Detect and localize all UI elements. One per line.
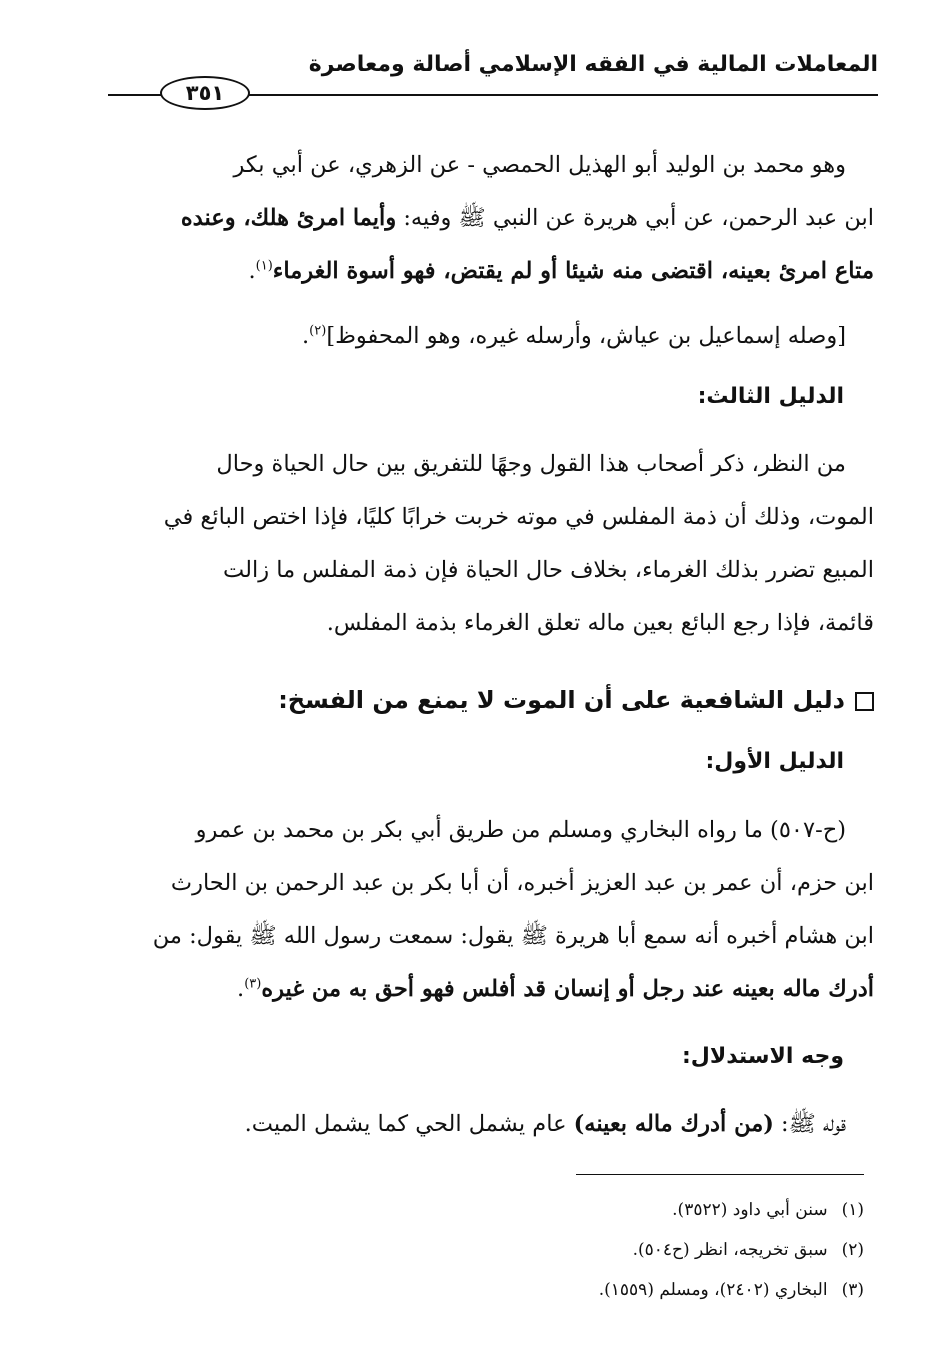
text-line <box>100 1098 874 1151</box>
text-line <box>100 245 874 298</box>
page-number: ٣٥١ <box>160 76 250 110</box>
checkbox-square-icon <box>855 692 874 711</box>
paragraph-inference <box>100 1098 874 1151</box>
footnotes <box>104 1190 864 1310</box>
paragraph-reasoning <box>100 438 874 650</box>
text-span: ابن عبد الرحمن، عن أبي هريرة عن النبي ﷺ وفيه: <box>396 205 874 231</box>
text-line: من النظر، ذكر أصحاب هذا القول وجهًا للتفريق بين حال الحياة وحال <box>216 451 846 477</box>
text-line <box>100 192 874 245</box>
text-line: ابن حزم، أن عمر بن عبد العزيز أخبره، أن أبا بكر بن عبد الرحمن بن الحارث <box>170 870 874 896</box>
text-span: [وصله إسماعيل بن عياش، وأرسله غيره، وهو المحفوظ] <box>326 323 846 349</box>
heading-first-evidence: الدليل الأول: <box>705 749 844 774</box>
text-line <box>100 310 874 363</box>
hadith-text: متاع امرئ بعينه، اقتضى منه شيئا أو لم يقتض، فهو أسوة الغرماء <box>272 258 874 284</box>
text-line: وهو محمد بن الوليد أبو الهذيل الحمصي - عن الزهري، عن أبي بكر <box>233 152 846 178</box>
paragraph-note <box>100 310 874 363</box>
footnote-text: سبق تخريجه، انظر (ح٥٠٤). <box>632 1240 828 1260</box>
heading-inference: وجه الاستدلال: <box>681 1044 844 1069</box>
section-heading-text: دليل الشافعية على أن الموت لا يمنع من الفسخ: <box>278 686 845 714</box>
footnote-ref[interactable]: (٢) <box>309 323 327 339</box>
text-span: عام يشمل الحي كما يشمل الميت. <box>244 1111 574 1137</box>
text-span: . <box>302 323 310 349</box>
text-span: . <box>248 258 256 284</box>
footnote-1 <box>104 1190 864 1230</box>
text-line: ابن هشام أخبره أنه سمع أبا هريرة ﷺ يقول: سمعت رسول الله ﷺ يقول: من <box>152 923 874 949</box>
text-line: المبيع تضرر بذلك الغرماء، بخلاف حال الحياة فإن ذمة المفلس ما زالت <box>223 557 874 583</box>
paragraph-hadith-continuation <box>100 139 874 298</box>
footnote-number: (٣) <box>841 1280 864 1300</box>
text-line: (ح-٥٠٧) ما رواه البخاري ومسلم من طريق أبي بكر بن محمد بن عمرو <box>195 817 846 843</box>
footnote-number: (٢) <box>841 1240 864 1260</box>
hadith-quote: (من أدرك ماله بعينه) <box>573 1111 774 1137</box>
footnote-3 <box>104 1270 864 1310</box>
footnote-text: سنن أبي داود (٣٥٢٢). <box>672 1200 828 1220</box>
footnote-number: (١) <box>841 1200 864 1220</box>
paragraph-hadith-507 <box>100 804 874 1016</box>
footnote-2 <box>104 1230 864 1270</box>
footnote-rule <box>576 1174 864 1175</box>
hadith-text: وأيما امرئ هلك، وعنده <box>180 205 397 231</box>
text-span: . <box>237 976 245 1002</box>
running-title: المعاملات المالية في الفقه الإسلامي أصالة ومعاصرة <box>308 52 878 77</box>
text-line <box>100 963 874 1016</box>
footnote-ref[interactable]: (٣) <box>244 976 262 992</box>
footnote-ref[interactable]: (١) <box>255 258 273 274</box>
text-line: قائمة، فإذا رجع البائع بعين ماله تعلق الغرماء بذمة المفلس. <box>326 610 874 636</box>
hadith-text: أدرك ماله بعينه عند رجل أو إنسان قد أفلس فهو أحق به من غيره <box>261 976 874 1002</box>
footnote-text: البخاري (٢٤٠٢)، ومسلم (١٥٥٩). <box>598 1280 828 1300</box>
text-span: قوله ﷺ: <box>773 1111 846 1137</box>
section-heading-shafii <box>278 686 874 714</box>
text-line: الموت، وذلك أن ذمة المفلس في موته خربت خرابًا كليًا، فإذا اختص البائع في <box>163 504 874 530</box>
heading-third-evidence: الدليل الثالث: <box>697 384 844 409</box>
